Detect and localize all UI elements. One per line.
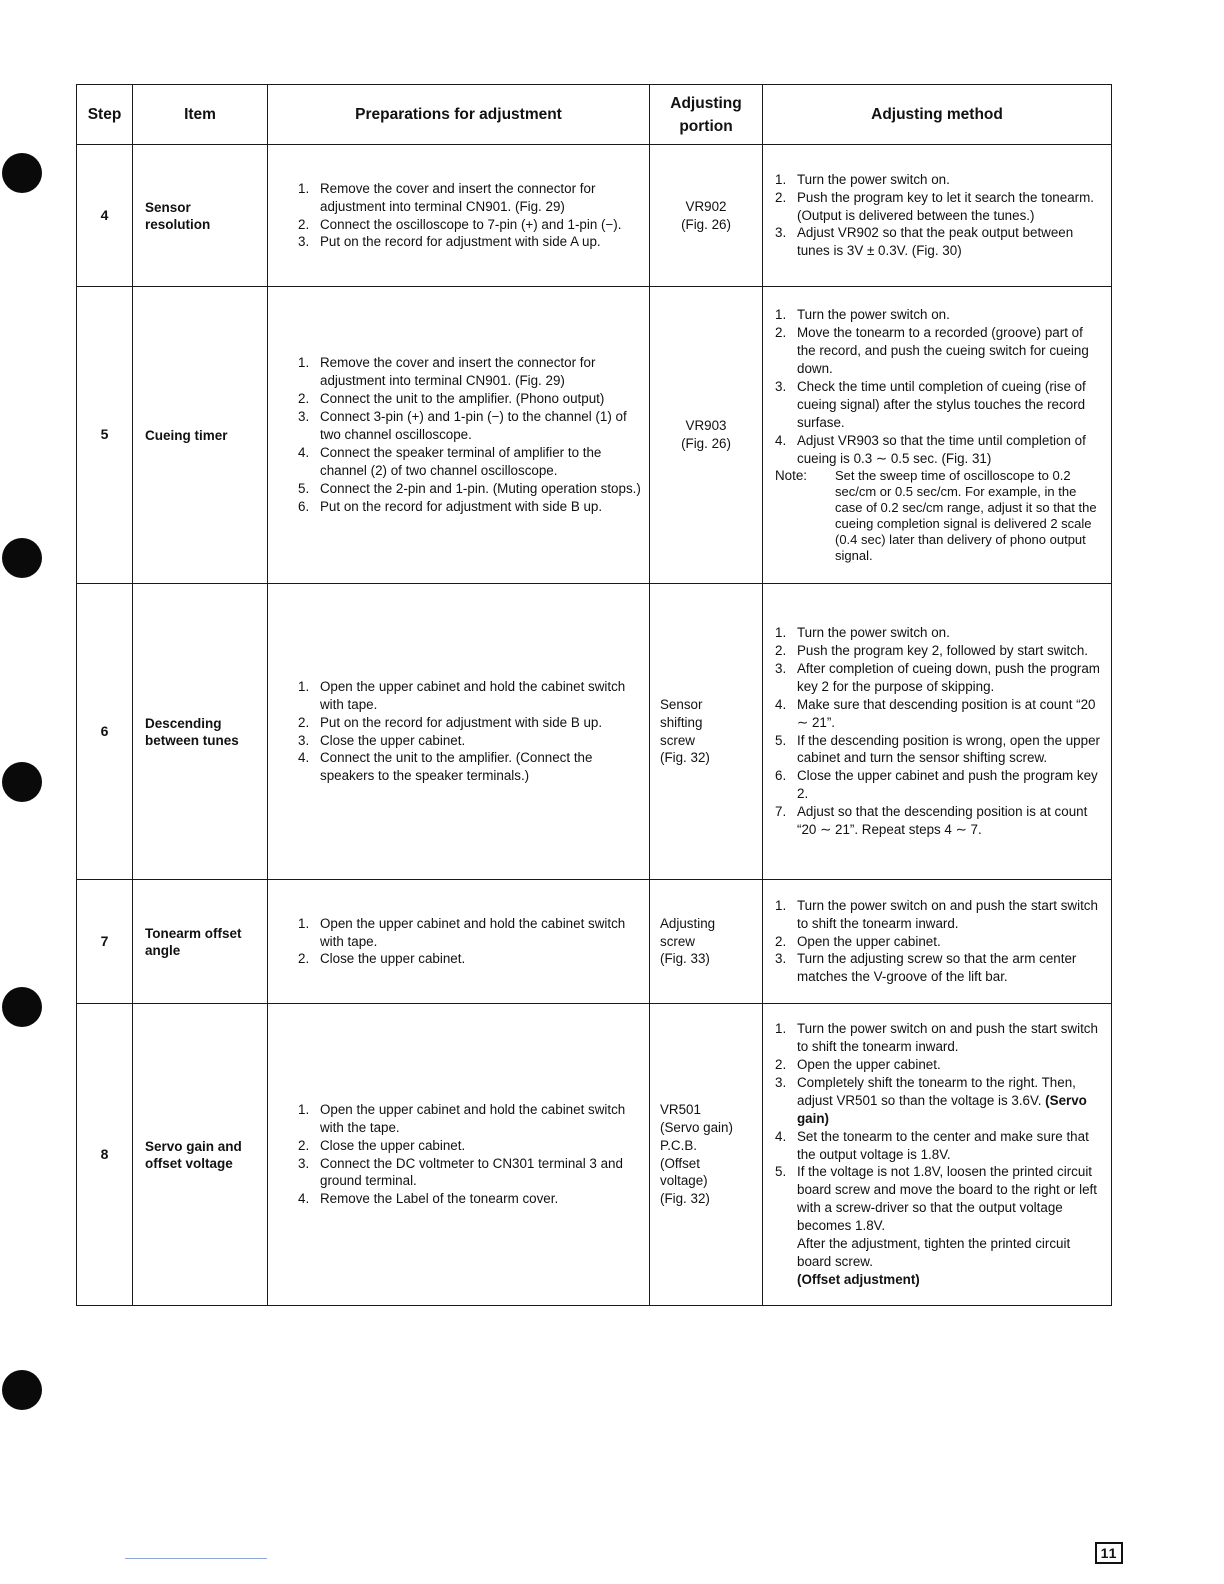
binder-hole — [2, 1370, 42, 1410]
table-row — [77, 1004, 1112, 1306]
adjusting-portion: VR903 (Fig. 26) — [650, 287, 763, 584]
list-item: 3. Completely shift the tonearm to the right. Then, adjust VR501 so than the voltage is 3.6V. (Servo gain) — [775, 1074, 1087, 1126]
table-row — [77, 880, 1112, 1004]
binder-hole — [2, 538, 42, 578]
preparations-cell — [268, 880, 650, 1004]
table-row — [77, 145, 1112, 287]
header-adjusting-method: Adjusting method — [763, 85, 1112, 145]
note — [775, 468, 1105, 564]
list-item: 3. Connect 3-pin (+) and 1-pin (−) to the channel (1) of two channel oscilloscope. — [298, 409, 627, 443]
list-item: 2. Push the program key 2, followed by start switch. — [775, 642, 1089, 658]
adjusting-portion: VR501 (Servo gain) P.C.B. (Offset voltage) (Fig. 32) — [650, 1004, 763, 1306]
header-preparations: Preparations for adjustment — [268, 85, 650, 145]
list-item: 3. Adjust VR902 so that the peak output between tunes is 3V ± 0.3V. (Fig. 30) — [775, 225, 1074, 259]
binder-hole — [2, 153, 42, 193]
list-item: 2. Connect the unit to the amplifier. (Phono output) — [298, 391, 605, 407]
adjusting-method-cell — [763, 1004, 1112, 1306]
header-step: Step — [77, 85, 133, 145]
list-item: 1. Remove the cover and insert the connector for adjustment into terminal CN901. (Fig. 29) — [298, 180, 596, 214]
adjusting-method-cell — [763, 584, 1112, 880]
list-item: 2. Close the upper cabinet. — [298, 951, 466, 967]
item-name: Descending between tunes — [133, 584, 268, 880]
list-item: 2. Move the tonearm to a recorded (groove) part of the record, and push the cueing switch for cueing down. — [775, 325, 1089, 377]
adjusting-portion: Sensor shifting screw (Fig. 32) — [650, 584, 763, 880]
adjusting-portion: Adjusting screw (Fig. 33) — [650, 880, 763, 1004]
list-item: 1. Turn the power switch on. — [775, 625, 950, 641]
item-name: Tonearm offset angle — [133, 880, 268, 1004]
preparations-cell — [268, 1004, 650, 1306]
adjustment-table — [76, 84, 1112, 1306]
list-item: 1. Remove the cover and insert the connector for adjustment into terminal CN901. (Fig. 29) — [298, 355, 596, 389]
step-number: 7 — [77, 880, 133, 1004]
list-item: 3. Turn the adjusting screw so that the arm center matches the V-groove of the lift bar. — [775, 951, 1077, 985]
list-item: 4. Connect the unit to the amplifier. (Connect the speakers to the speaker terminals.) — [298, 750, 593, 784]
header-item: Item — [133, 85, 268, 145]
binder-hole — [2, 987, 42, 1027]
step-number: 8 — [77, 1004, 133, 1306]
list-item: 6. Put on the record for adjustment with side B up. — [298, 498, 603, 514]
adjusting-method-cell — [763, 287, 1112, 584]
list-item: 5. If the descending position is wrong, open the upper cabinet and turn the sensor shifting screw. — [775, 732, 1100, 766]
item-name: Servo gain and offset voltage — [133, 1004, 268, 1306]
item-name: Sensor resolution — [133, 145, 268, 287]
table-header-row — [77, 85, 1112, 145]
step-number: 5 — [77, 287, 133, 584]
list-item: 4. Remove the Label of the tonearm cover. — [298, 1191, 559, 1207]
list-item: 1. Open the upper cabinet and hold the cabinet switch with tape. — [298, 678, 626, 712]
list-item: 1. Turn the power switch on and push the start switch to shift the tonearm inward. — [775, 897, 1098, 931]
table-row — [77, 584, 1112, 880]
divider — [125, 1558, 267, 1559]
list-item: 5. Connect the 2-pin and 1-pin. (Muting operation stops.) — [298, 480, 641, 496]
list-item: 2. Connect the oscilloscope to 7-pin (+) and 1-pin (−). — [298, 216, 622, 232]
list-item: 1. Turn the power switch on and push the start switch to shift the tonearm inward. — [775, 1021, 1098, 1055]
list-item: 4. Make sure that descending position is at count “20 ∼ 21”. — [775, 696, 1096, 730]
step-number: 6 — [77, 584, 133, 880]
list-item: 1. Open the upper cabinet and hold the cabinet switch with the tape. — [298, 1101, 626, 1135]
adjusting-portion: VR902 (Fig. 26) — [650, 145, 763, 287]
list-item: 4. Set the tonearm to the center and make sure that the output voltage is 1.8V. — [775, 1128, 1089, 1162]
list-item: 2. Put on the record for adjustment with side B up. — [298, 714, 603, 730]
list-item: 1. Turn the power switch on. — [775, 307, 950, 323]
list-item: 1. Turn the power switch on. — [775, 171, 950, 187]
table-row — [77, 287, 1112, 584]
adjusting-method-cell — [763, 145, 1112, 287]
list-item: 3. Close the upper cabinet. — [298, 732, 466, 748]
list-item: 2. Open the upper cabinet. — [775, 933, 941, 949]
list-item: 3. Check the time until completion of cueing (rise of cueing signal) after the stylus touches the record surfase. — [775, 379, 1086, 430]
list-item: 2. Push the program key to let it search the tonearm. (Output is delivered between the tunes.) — [775, 189, 1094, 223]
item-name: Cueing timer — [133, 287, 268, 584]
list-item: 2. Close the upper cabinet. — [298, 1137, 466, 1153]
header-adjusting-portion: Adjusting portion — [650, 85, 763, 145]
note-label: Note: — [775, 467, 808, 483]
adjusting-method-cell — [763, 880, 1112, 1004]
list-item: 4. Connect the speaker terminal of amplifier to the channel (2) of two channel oscilloscope. — [298, 444, 602, 478]
list-item: 3. After completion of cueing down, push the program key 2 for the purpose of skipping. — [775, 660, 1100, 694]
preparations-cell — [268, 287, 650, 584]
list-item: 7. Adjust so that the descending position is at count “20 ∼ 21”. Repeat steps 4 ∼ 7. — [775, 804, 1088, 838]
step-number: 4 — [77, 145, 133, 287]
preparations-cell — [268, 145, 650, 287]
list-item: 3. Connect the DC voltmeter to CN301 terminal 3 and ground terminal. — [298, 1155, 623, 1189]
list-item: 2. Open the upper cabinet. — [775, 1057, 941, 1073]
list-item: 1. Open the upper cabinet and hold the cabinet switch with tape. — [298, 915, 626, 949]
binder-hole — [2, 762, 42, 802]
preparations-cell — [268, 584, 650, 880]
list-item: 5. If the voltage is not 1.8V, loosen the printed circuit board screw and move the board to the right or left with a screw-driver so that the output voltage becomes 1.8V. After the adjustment, tighten the printed circuit board screw. (Offset adjustment) — [775, 1164, 1097, 1287]
note-text: Set the sweep time of oscilloscope to 0.2 sec/cm or 0.5 sec/cm. For example, in the case of 0.2 sec/cm range, adjust it so that the cueing completion signal is delivered 2 scale (0.4 sec) later than delivery of phono output signal. — [835, 467, 1097, 563]
page-number: 11 — [1095, 1542, 1123, 1564]
list-item: 3. Put on the record for adjustment with side A up. — [298, 234, 601, 250]
list-item: 4. Adjust VR903 so that the time until completion of cueing is 0.3 ∼ 0.5 sec. (Fig. 31) — [775, 432, 1086, 466]
list-item: 6. Close the upper cabinet and push the program key 2. — [775, 768, 1098, 802]
